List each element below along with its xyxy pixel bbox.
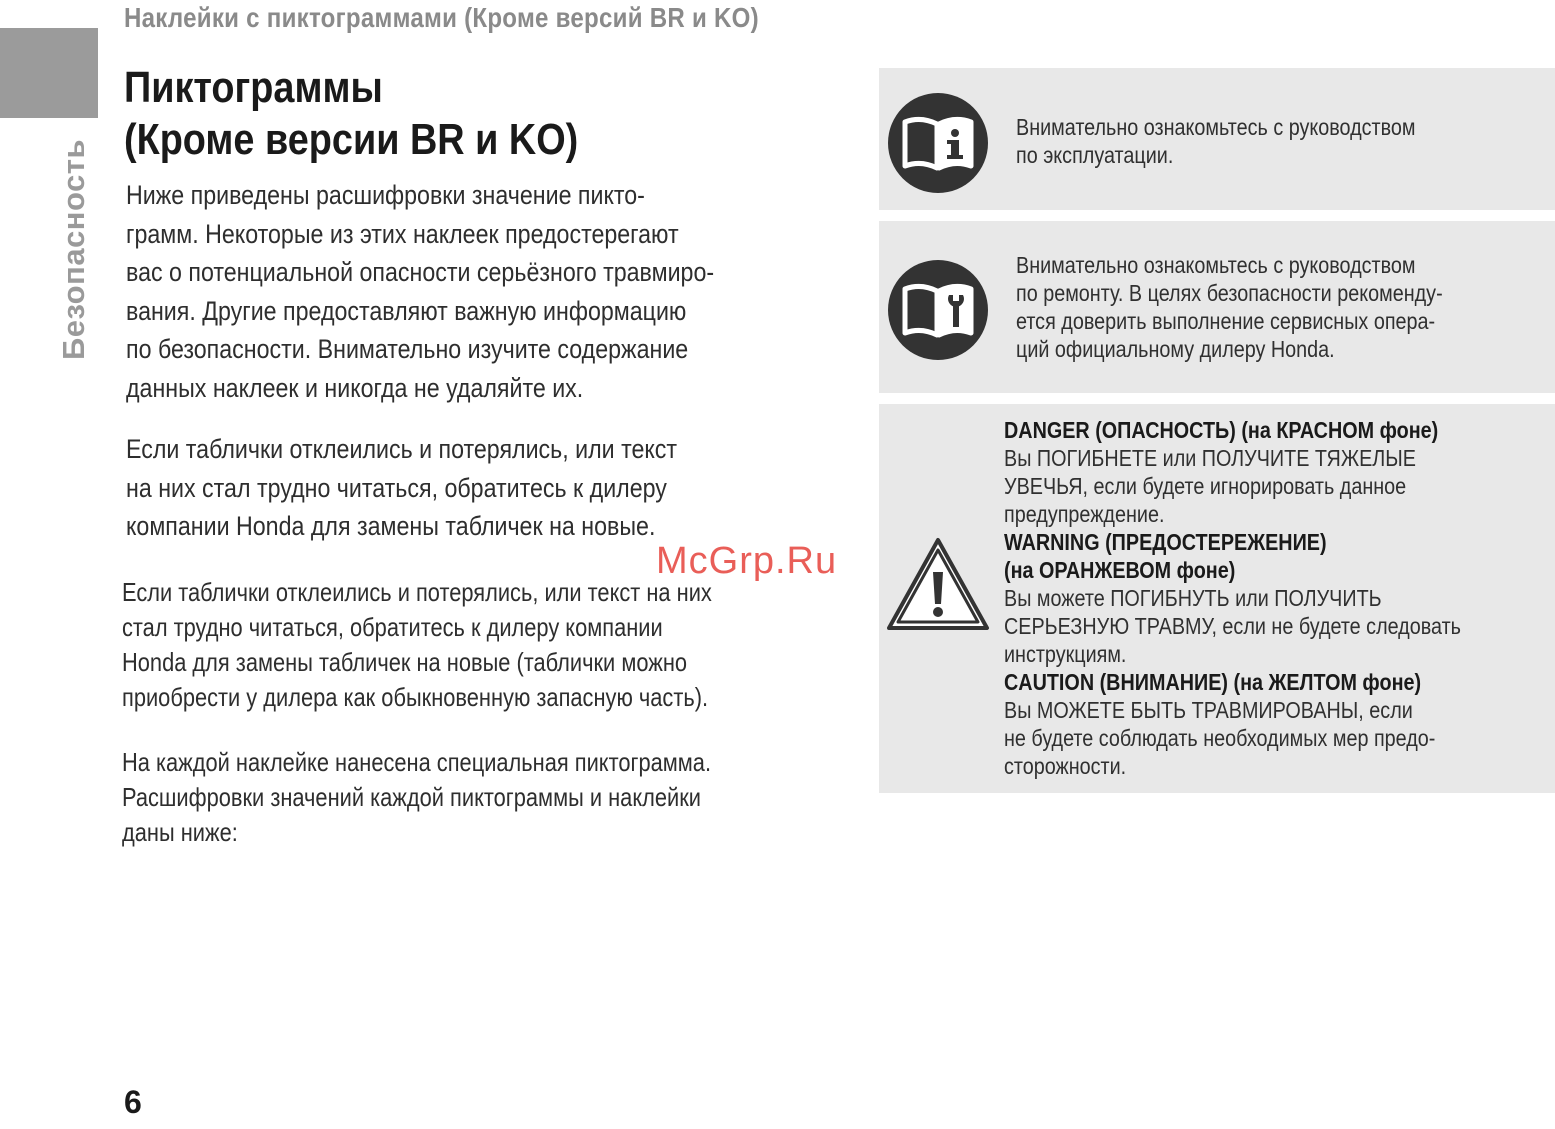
intro-paragraph xyxy=(126,176,714,407)
pictogram-panel-owner-manual xyxy=(879,68,1555,210)
page-title xyxy=(124,62,578,166)
section-tab-marker xyxy=(0,28,98,118)
page-header-title: Наклейки с пиктограммами (Кроме версий BR и KO) xyxy=(124,2,759,33)
description-line: ется доверить выполнение сервисных опера- xyxy=(1016,308,1436,334)
description-line: Вы ПОГИБНЕТЕ или ПОЛУЧИТЕ ТЯЖЕЛЫЕ xyxy=(1004,445,1416,471)
paragraph-line: стал трудно читаться, обратитесь к дилеру компании xyxy=(122,612,663,642)
description-line: Внимательно ознакомьтесь с руководством xyxy=(1016,114,1416,140)
description-line: УВЕЧЬЯ, если будете игнорировать данное xyxy=(1004,473,1407,499)
description-line: Вы МОЖЕТЕ БЫТЬ ТРАВМИРОВАНЫ, если xyxy=(1004,697,1413,723)
paragraph-line: на них стал трудно читаться, обратитесь к дилеру xyxy=(126,472,667,503)
pictogram-panel-service-manual xyxy=(879,221,1555,393)
page-title-line2: (Кроме версии BR и KO) xyxy=(124,115,579,164)
pictogram-panel-safety-alert xyxy=(879,404,1555,793)
description-line: предупреждение. xyxy=(1004,501,1165,527)
paragraph-line: Если таблички отклеились и потерялись, или текст на них xyxy=(122,577,712,607)
paragraph-line: Ниже приведены расшифровки значение пикто- xyxy=(126,180,645,210)
paragraph-line: вас о потенциальной опасности серьёзного травмиро- xyxy=(126,257,715,287)
pictogram-intro-paragraph xyxy=(122,745,711,850)
warning-triangle-icon xyxy=(885,536,991,634)
description-line: Внимательно ознакомьтесь с руководством xyxy=(1016,252,1416,278)
page-title-line1: Пиктограммы xyxy=(124,63,383,112)
paragraph-line: Honda для замены табличек на новые (таблички можно xyxy=(122,647,688,677)
page-number: 6 xyxy=(124,1084,142,1120)
warning-heading-color: (на ОРАНЖЕВОМ фоне) xyxy=(1004,557,1236,583)
description-line: ций официальному дилеру Honda. xyxy=(1016,336,1335,362)
paragraph-line: На каждой наклейке нанесена специальная пиктограмма. xyxy=(122,747,712,777)
paragraph-line: вания. Другие предоставляют важную информацию xyxy=(126,295,687,326)
description-line: сторожности. xyxy=(1004,753,1127,779)
manual-wrench-icon xyxy=(887,259,989,361)
watermark-text: McGrp.Ru xyxy=(656,540,838,582)
pictogram-description xyxy=(1016,113,1415,169)
paragraph-line: приобрести у дилера как обыкновенную запасную часть). xyxy=(122,682,709,712)
manual-info-icon xyxy=(887,92,989,194)
paragraph-line: Если таблички отклеились и потерялись, или текст xyxy=(126,434,678,464)
paragraph-line: компании Honda для замены табличек на новые. xyxy=(126,511,656,541)
description-line: Вы можете ПОГИБНУТЬ или ПОЛУЧИТЬ xyxy=(1004,585,1382,611)
paragraph-line: данных наклеек и никогда не удаляйте их. xyxy=(126,372,584,403)
pictogram-description xyxy=(1016,251,1443,363)
paragraph-line: по безопасности. Внимательно изучите содержание xyxy=(126,334,689,364)
section-side-label: Безопасность xyxy=(56,138,91,360)
description-line: инструкциям. xyxy=(1004,641,1127,667)
caution-heading: CAUTION (ВНИМАНИЕ) (на ЖЕЛТОМ фоне) xyxy=(1004,669,1422,695)
paragraph-line: Расшифровки значений каждой пиктограммы и наклейки xyxy=(122,782,701,812)
replacement-paragraph xyxy=(126,430,677,546)
warning-heading: WARNING (ПРЕДОСТЕРЕЖЕНИЕ) xyxy=(1004,529,1327,555)
description-line: СЕРЬЕЗНУЮ ТРАВМУ, если не будете следовать xyxy=(1004,613,1461,639)
paragraph-line: даны ниже: xyxy=(122,817,238,847)
replacement-paragraph-extended xyxy=(122,575,712,715)
safety-alert-description xyxy=(1004,416,1461,780)
description-line: не будете соблюдать необходимых мер предо- xyxy=(1004,725,1436,751)
description-line: по ремонту. В целях безопасности рекоменду- xyxy=(1016,280,1443,306)
paragraph-line: грамм. Некоторые из этих наклеек предостерегают xyxy=(126,218,679,249)
danger-heading: DANGER (ОПАСНОСТЬ) (на КРАСНОМ фоне) xyxy=(1004,417,1439,443)
description-line: по эксплуатации. xyxy=(1016,142,1174,168)
